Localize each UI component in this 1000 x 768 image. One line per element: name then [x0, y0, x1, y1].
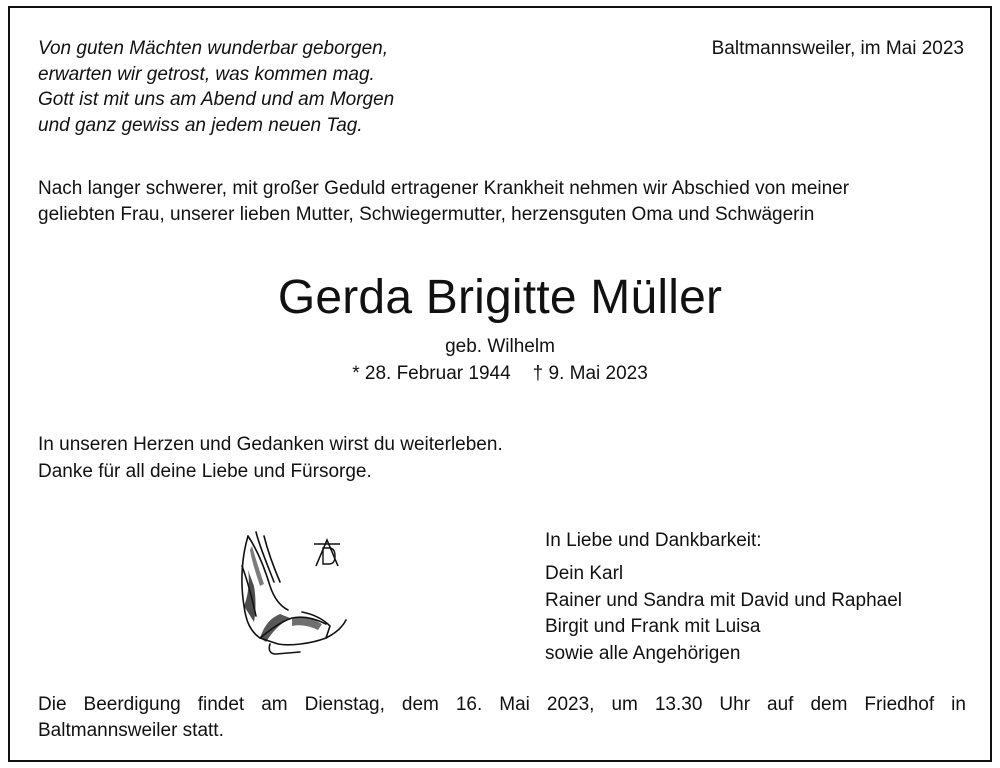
- mourners-title: In Liebe und Dankbarkeit:: [545, 530, 762, 551]
- funeral-notice: [38, 692, 966, 744]
- funeral-word: findet: [197, 694, 245, 715]
- funeral-word: am: [261, 694, 288, 715]
- praying-hands-icon: [230, 526, 350, 656]
- funeral-word: um: [611, 694, 638, 715]
- funeral-word: Die: [38, 694, 67, 715]
- funeral-line: Baltmannsweiler statt.: [38, 720, 224, 741]
- remembrance-line: In unseren Herzen und Gedanken wirst du weiterleben.: [38, 434, 503, 455]
- funeral-word: dem: [401, 694, 439, 715]
- mourner-line: Dein Karl: [545, 563, 624, 584]
- mourner-line: Rainer und Sandra mit David und Raphael: [545, 589, 902, 611]
- birth-date: * 28. Februar 1944: [352, 363, 511, 384]
- mourner-line: sowie alle Angehörigen: [545, 642, 741, 664]
- funeral-word: Mai: [499, 694, 530, 715]
- deceased-name: Gerda Brigitte Müller: [277, 271, 723, 324]
- verse-line: Von guten Mächten wunderbar geborgen,: [38, 38, 388, 59]
- life-dates: [10, 361, 990, 386]
- verse: [38, 36, 394, 138]
- funeral-word: Dienstag,: [304, 694, 385, 715]
- funeral-word: Uhr: [719, 694, 751, 715]
- funeral-word: in: [951, 694, 966, 715]
- verse-line: Gott ist mit uns am Abend und am Morgen: [38, 89, 395, 110]
- funeral-line: [38, 692, 966, 718]
- mourners-list: [545, 561, 902, 667]
- funeral-word: 2023,: [546, 694, 595, 715]
- birth-name: geb. Wilhelm: [445, 336, 555, 357]
- verse-line: erwarten wir getrost, was kommen mag.: [38, 63, 375, 85]
- funeral-word: Beerdigung: [83, 694, 181, 715]
- intro-text: [38, 176, 978, 227]
- obituary-frame: [8, 6, 992, 762]
- funeral-word: Friedhof: [864, 694, 935, 715]
- remembrance-line: Danke für all deine Liebe und Fürsorge.: [38, 461, 372, 482]
- place-date: Baltmannsweiler, im Mai 2023: [711, 38, 964, 59]
- funeral-word: auf: [767, 694, 794, 715]
- death-date: † 9. Mai 2023: [532, 363, 648, 384]
- verse-line: und ganz gewiss an jedem neuen Tag.: [38, 114, 363, 136]
- mourner-line: Birgit und Frank mit Luisa: [545, 616, 761, 637]
- funeral-word: 16.: [455, 694, 483, 715]
- intro-line: Nach langer schwerer, mit großer Geduld ertragener Krankheit nehmen wir Abschied von meiner: [38, 178, 850, 199]
- remembrance-text: [38, 431, 503, 485]
- intro-line: geliebten Frau, unserer lieben Mutter, Schwiegermutter, herzensguten Oma und Schwägerin: [38, 203, 815, 225]
- funeral-word: 13.30: [654, 694, 703, 715]
- monogram-icon: [314, 540, 340, 566]
- funeral-word: dem: [810, 694, 848, 715]
